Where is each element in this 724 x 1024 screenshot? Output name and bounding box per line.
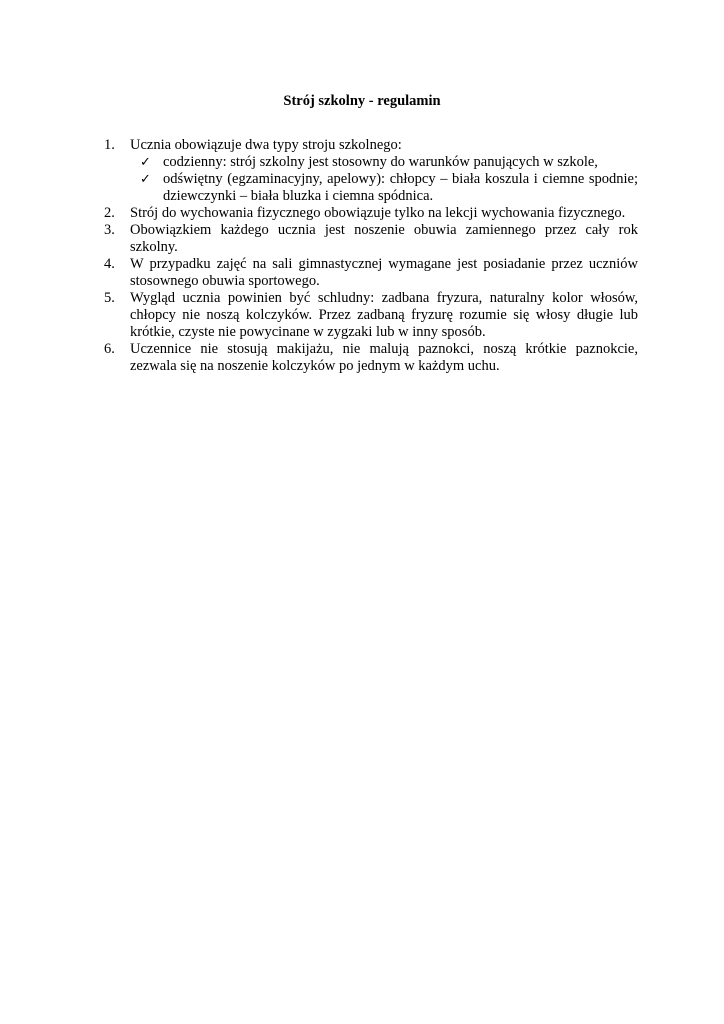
sub-item-text: codzienny: strój szkolny jest stosowny do warunków panujących w szkole, (163, 154, 598, 170)
rule-text: Obowiązkiem każdego ucznia jest noszenie obuwia zamiennego przez cały rok szkolny. (130, 222, 638, 255)
rule-item-6 (104, 341, 638, 375)
rule-item-4 (104, 256, 638, 290)
rule-number: 1. (104, 137, 115, 153)
rule-number: 2. (104, 205, 115, 221)
check-icon: ✓ (140, 155, 151, 170)
rule-item-2 (104, 205, 638, 222)
rule-item-3 (104, 222, 638, 256)
sub-item-text: odświętny (egzaminacyjny, apelowy): chłopcy – biała koszula i ciemne spodnie; dziewczynki – biała bluzka i ciemna spódnica. (163, 171, 638, 204)
rule-text: Ucznia obowiązuje dwa typy stroju szkolnego: (130, 137, 402, 153)
dress-types-list (130, 154, 638, 205)
rule-text: Uczennice nie stosują makijażu, nie malują paznokci, noszą krótkie paznokcie, zezwala się na noszenie kolczyków po jednym w każdym uchu. (130, 341, 638, 374)
check-icon: ✓ (140, 172, 151, 187)
rule-number: 6. (104, 341, 115, 357)
sub-item-formal (130, 171, 638, 205)
rule-number: 4. (104, 256, 115, 272)
rules-list (104, 137, 638, 375)
rule-text: Strój do wychowania fizycznego obowiązuje tylko na lekcji wychowania fizycznego. (130, 205, 626, 221)
rule-text: W przypadku zajęć na sali gimnastycznej wymagane jest posiadanie przez uczniów stosownego obuwia sportowego. (130, 256, 638, 289)
document-title: Strój szkolny - regulamin (283, 93, 441, 109)
rule-item-1 (104, 137, 638, 205)
rule-text: Wygląd ucznia powinien być schludny: zadbana fryzura, naturalny kolor włosów, chłopcy nie noszą kolczyków. Przez zadbaną fryzurę rozumie się włosy długie lub krótkie, czyste nie powycinane w zygzaki lub w inny sposób. (130, 290, 638, 340)
rule-item-5 (104, 290, 638, 341)
rule-number: 3. (104, 222, 115, 238)
rule-number: 5. (104, 290, 115, 306)
sub-item-everyday (130, 154, 638, 171)
